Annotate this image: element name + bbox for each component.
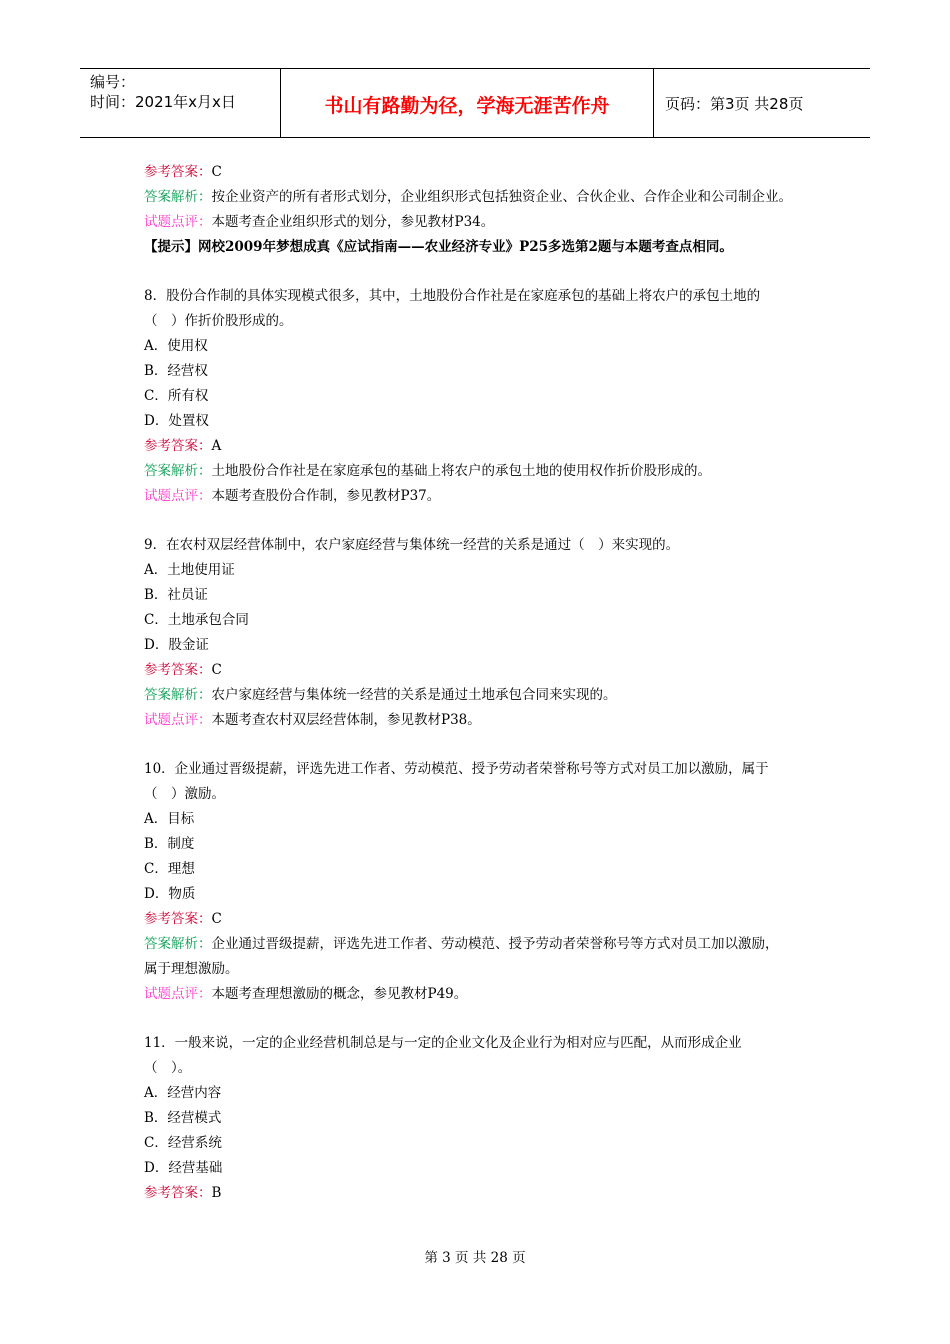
option-b: B．制度 xyxy=(144,836,195,852)
ref-label: 参考答案： xyxy=(144,1185,212,1201)
question-comment xyxy=(144,210,824,235)
option-b: B．经营模式 xyxy=(144,1110,222,1126)
option-d: D．处置权 xyxy=(144,413,209,429)
comment-label: 试题点评： xyxy=(144,986,212,1002)
option-b: B．经营权 xyxy=(144,363,208,379)
header-page-cell xyxy=(655,69,870,137)
analysis-label: 答案解析： xyxy=(144,189,212,205)
question-stem-cont: （ ）激励。 xyxy=(144,786,225,802)
tip-note: 【提示】网校2009年梦想成真《应试指南——农业经济专业》P25多选第2题与本题考查点相同。 xyxy=(144,239,733,255)
answer-analysis xyxy=(144,932,824,957)
comment-label: 试题点评： xyxy=(144,712,212,728)
analysis-text: 土地股份合作社是在家庭承包的基础上将农户的承包土地的使用权作折价股形成的。 xyxy=(211,463,711,479)
question-stem: 8．股份合作制的具体实现模式很多，其中，土地股份合作社是在家庭承包的基础上将农户的承包土地的 xyxy=(144,288,761,304)
ref-label: 参考答案： xyxy=(144,662,212,678)
comment-text: 本题考查农村双层经营体制，参见教材P38。 xyxy=(211,712,481,728)
option-d: D．物质 xyxy=(144,886,196,902)
analysis-text: 按企业资产的所有者形式划分，企业组织形式包括独资企业、合伙企业、合作企业和公司制企业。 xyxy=(211,189,792,205)
analysis-text: 农户家庭经营与集体统一经营的关系是通过土地承包合同来实现的。 xyxy=(211,687,617,703)
page-header xyxy=(80,68,870,138)
question-comment xyxy=(144,708,824,733)
question-stem: 11．一般来说，一定的企业经营机制总是与一定的企业文化及企业行为相对应与匹配，从而形成企业 xyxy=(144,1035,742,1051)
question-stem-cont: （ ）。 xyxy=(144,1060,192,1076)
reference-answer xyxy=(144,160,824,185)
answer-value: C xyxy=(211,911,222,927)
date-line: 时间：2021年x月x日 xyxy=(90,93,236,111)
question-stem: 10．企业通过晋级提薪，评选先进工作者、劳动模范、授予劳动者荣誉称号等方式对员工加以激励，属于 xyxy=(144,761,769,777)
comment-text: 本题考查企业组织形式的划分，参见教材P34。 xyxy=(211,214,495,230)
question-stem: 9．在农村双层经营体制中，农户家庭经营与集体统一经营的关系是通过（ ）来实现的。 xyxy=(144,537,680,553)
reference-answer xyxy=(144,907,824,932)
answer-value: B xyxy=(211,1185,222,1201)
comment-text: 本题考查理想激励的概念，参见教材P49。 xyxy=(211,986,468,1002)
option-c: C．土地承包合同 xyxy=(144,612,249,628)
ref-label: 参考答案： xyxy=(144,438,212,454)
ref-label: 参考答案： xyxy=(144,911,212,927)
option-a: A．经营内容 xyxy=(144,1085,222,1101)
option-a: A．目标 xyxy=(144,811,195,827)
question-comment xyxy=(144,982,824,1007)
answer-analysis xyxy=(144,185,824,210)
answer-value: C xyxy=(211,662,222,678)
question-comment xyxy=(144,484,824,509)
option-a: A．土地使用证 xyxy=(144,562,235,578)
comment-label: 试题点评： xyxy=(144,214,212,230)
question-stem-cont: （ ）作折价股形成的。 xyxy=(144,313,293,329)
option-c: C．所有权 xyxy=(144,388,209,404)
reference-answer xyxy=(144,658,824,683)
header-motto-cell xyxy=(281,69,654,137)
comment-text: 本题考查股份合作制，参见教材P37。 xyxy=(211,488,441,504)
comment-label: 试题点评： xyxy=(144,488,212,504)
document-body xyxy=(144,160,824,1206)
answer-analysis xyxy=(144,459,824,484)
answer-analysis-cont: 属于理想激励。 xyxy=(144,961,239,977)
page-info: 页码：第3页 共28页 xyxy=(665,95,804,113)
option-a: A．使用权 xyxy=(144,338,208,354)
option-c: C．理想 xyxy=(144,861,195,877)
page-footer: 第 3 页 共 28 页 xyxy=(424,1250,526,1266)
code-label: 编号： xyxy=(90,73,136,91)
reference-answer xyxy=(144,1181,824,1206)
answer-value: A xyxy=(211,438,222,454)
analysis-text: 企业通过晋级提薪，评选先进工作者、劳动模范、授予劳动者荣誉称号等方式对员工加以激励， xyxy=(211,936,779,952)
analysis-label: 答案解析： xyxy=(144,463,212,479)
header-meta-cell xyxy=(80,69,281,137)
ref-label: 参考答案： xyxy=(144,164,212,180)
analysis-label: 答案解析： xyxy=(144,687,212,703)
motto: 书山有路勤为径，学海无涯苦作舟 xyxy=(324,95,610,117)
option-d: D．经营基础 xyxy=(144,1160,223,1176)
answer-value: C xyxy=(211,164,222,180)
reference-answer xyxy=(144,434,824,459)
option-b: B．社员证 xyxy=(144,587,208,603)
option-c: C．经营系统 xyxy=(144,1135,222,1151)
analysis-label: 答案解析： xyxy=(144,936,212,952)
option-d: D．股金证 xyxy=(144,637,209,653)
answer-analysis xyxy=(144,683,824,708)
